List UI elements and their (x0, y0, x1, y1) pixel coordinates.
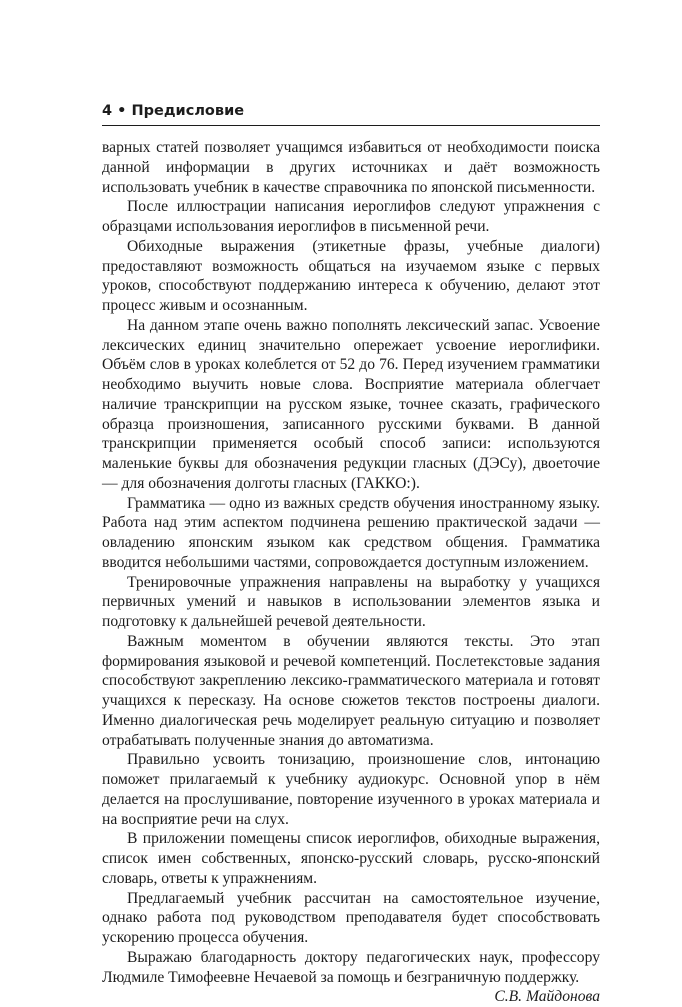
paragraph: Тренировочные упражнения направлены на выработку у учащихся первичных умений и навыков в использовании элементов языка и подготовку к дальнейшей речевой деятельности. (102, 573, 600, 630)
running-head (102, 101, 244, 121)
paragraph: варных статей позволяет учащимся избавиться от необходимости поиска данной информации в других источниках и даёт возможность использовать учебник в качестве справочника по японской письменности. (102, 139, 600, 196)
paragraph: На данном этапе очень важно пополнять лексический запас. Усвоение лексических единиц значительно опережает усвоение иероглифики. Объём слов в уроках колеблется от 52 до 76. Перед изучением грамматики необходимо выучить новые слова. Восприятие материала облегчает наличие транскрипции на русском языке, точнее сказать, графического образца произношения, записанного русскими буквами. В данной транскрипции применяется особый способ записи: используются маленькие буквы для обозначения редукции гласных (ДЭСу), двоеточие — для обозначения долготы гласных (ГАККО:). (102, 316, 600, 492)
body-text (102, 138, 600, 1007)
paragraph: Правильно усвоить тонизацию, произношение слов, интонацию поможет прилагаемый к учебнику аудиокурс. Основной упор в нём делается на прослушивание, повторение изученного в уроках материала и на восприятие речи на слух. (102, 751, 600, 828)
paragraph: Важным моментом в обучении являются тексты. Это этап формирования языковой и речевой компетенций. Послетекстовые задания способствуют закреплению лексико-грамматического материала и готовят учащихся к пересказу. На основе сюжетов текстов построены диалоги. Именно диалогическая речь моделирует реальную ситуацию и позволяет отрабатывать полученные знания до автоматизма. (102, 632, 600, 749)
author-signature: С.В. Майдонова (494, 988, 600, 1006)
paragraph: После иллюстрации написания иероглифов следуют упражнения с образцами использования иероглифов в письменной речи. (102, 198, 600, 235)
paragraph: Грамматика — одно из важных средств обучения иностранному языку. Работа над этим аспектом подчинена решению практической задачи — овладению японским языком как средством общения. Грамматика вводится небольшими частями, сопровождается доступным изложением. (102, 494, 600, 571)
page-number: 4 (102, 103, 113, 119)
paragraph: Предлагаемый учебник рассчитан на самостоятельное изучение, однако работа под руководством преподавателя будет способствовать ускорению процесса обучения. (102, 889, 600, 946)
section-title: Предисловие (131, 103, 245, 119)
paragraph: В приложении помещены список иероглифов, обиходные выражения, список имен собственных, японско-русский словарь, русско-японский словарь, ответы к упражнениям. (102, 830, 600, 887)
header-bullet: • (117, 103, 127, 119)
header-rule (102, 125, 600, 126)
paragraph: Обиходные выражения (этикетные фразы, учебные диалоги) предоставляют возможность общаться на изучаемом языке с первых уроков, способствуют поддержанию интереса к обучению, делают этот процесс живым и осознанным. (102, 237, 600, 314)
paragraph: Выражаю благодарность доктору педагогических наук, профессору Людмиле Тимофеевне Нечаевой за помощь и безграничную поддержку. (102, 948, 600, 986)
